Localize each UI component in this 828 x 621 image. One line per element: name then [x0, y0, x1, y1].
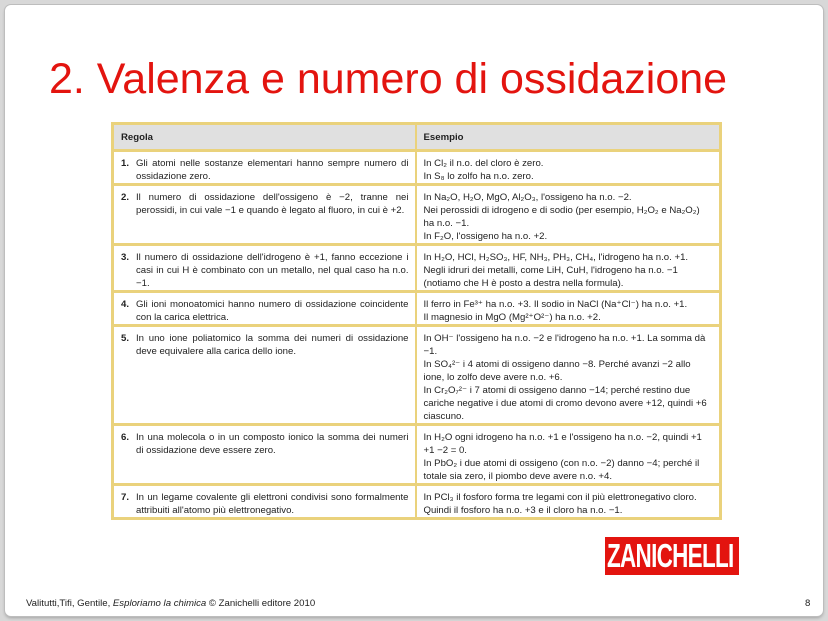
table-row	[113, 326, 721, 425]
rule-text: Il numero di ossidazione dell'ossigeno è −2, tranne nei perossidi, in cui vale −1 e quando è legato al fluoro, in cui è +2.	[136, 192, 409, 216]
rule-content	[121, 491, 409, 517]
rule-number: 6.	[121, 432, 130, 443]
footer-authors: Valitutti,Tifi, Gentile,	[26, 598, 113, 609]
slide	[5, 5, 823, 616]
example-line: Il ferro in Fe³⁺ ha n.o. +3. Il sodio in NaCl (Na⁺Cl⁻) ha n.o. +1.	[423, 299, 688, 310]
example-line: In Cr₂O₇²⁻ i 7 atomi di ossigeno danno −14; perché restino due cariche negative i due atomi di cromo devono avere +12, quindi +6 ciascuno.	[423, 385, 707, 422]
rule-cell	[113, 292, 416, 326]
rule-text: Gli ioni monoatomici hanno numero di ossidazione coincidente con la carica elettrica.	[136, 299, 409, 323]
column-header-esempio: Esempio	[416, 124, 721, 151]
table-row	[113, 151, 721, 185]
example-line: In F₂O, l'ossigeno ha n.o. +2.	[423, 231, 548, 242]
rule-number: 3.	[121, 252, 130, 263]
example-line: In OH⁻ l'ossigeno ha n.o. −2 e l'idrogeno ha n.o. +1. La somma dà −1.	[423, 333, 706, 357]
table-row	[113, 292, 721, 326]
table-row	[113, 425, 721, 485]
table-row	[113, 245, 721, 292]
rule-content	[121, 298, 409, 324]
zanichelli-logo	[605, 537, 739, 575]
example-line: In Cl₂ il n.o. del cloro è zero.	[423, 158, 544, 169]
page-number: 8	[805, 598, 811, 609]
rule-content	[121, 191, 409, 217]
rule-content	[121, 431, 409, 457]
rule-cell	[113, 245, 416, 292]
rule-cell	[113, 151, 416, 185]
rule-content	[121, 157, 409, 183]
table-body	[113, 151, 721, 519]
example-line: In H₂O, HCl, H₂SO₃, HF, NH₃, PH₃, CH₄, l'idrogeno ha n.o. +1.	[423, 252, 689, 263]
example-line: Nei perossidi di idrogeno e di sodio (per esempio, H₂O₂ e Na₂O₂) ha n.o. −1.	[423, 205, 700, 229]
example-line: In PCl₃ il fosforo forma tre legami con il più elettronegativo cloro. Quindi il fosforo ha n.o. +3 e il cloro ha n.o. −1.	[423, 492, 697, 516]
example-cell	[416, 185, 721, 245]
example-line: In H₂O ogni idrogeno ha n.o. +1 e l'ossigeno ha n.o. −2, quindi +1 +1 −2 = 0.	[423, 432, 702, 456]
example-line: Negli idruri dei metalli, come LiH, CuH, l'idrogeno ha n.o. −1 (notiamo che H è posto a destra nella formula).	[423, 265, 678, 289]
rule-number: 1.	[121, 158, 130, 169]
example-cell	[416, 292, 721, 326]
rule-cell	[113, 185, 416, 245]
example-line: In S₈ lo zolfo ha n.o. zero.	[423, 171, 534, 182]
logo-text: ZANICHELLI	[607, 537, 734, 574]
example-cell	[416, 425, 721, 485]
rule-text: In una molecola o in un composto ionico la somma dei numeri di ossidazione deve essere zero.	[136, 432, 409, 456]
table-row	[113, 485, 721, 519]
rule-cell	[113, 326, 416, 425]
rule-text: Gli atomi nelle sostanze elementari hanno sempre numero di ossidazione zero.	[136, 158, 409, 182]
column-header-regola: Regola	[113, 124, 416, 151]
rule-number: 7.	[121, 492, 130, 503]
footer-copyright: © Zanichelli editore 2010	[206, 598, 316, 609]
example-cell	[416, 245, 721, 292]
table-row	[113, 185, 721, 245]
footer-citation	[26, 598, 315, 609]
example-cell	[416, 485, 721, 519]
rule-number: 5.	[121, 333, 130, 344]
oxidation-rules-table	[111, 122, 722, 520]
footer-book-title: Esploriamo la chimica	[112, 598, 207, 609]
rule-content	[121, 332, 409, 358]
rule-text: In un legame covalente gli elettroni condivisi sono formalmente attribuiti all'atomo più elettronegativo.	[136, 492, 409, 516]
example-line: In Na₂O, H₂O, MgO, Al₂O₃, l'ossigeno ha n.o. −2.	[423, 192, 632, 203]
rule-text: In uno ione poliatomico la somma dei numeri di ossidazione deve equivalere alla carica dello ione.	[136, 333, 409, 357]
example-cell	[416, 326, 721, 425]
rule-text: Il numero di ossidazione dell'idrogeno è +1, fanno eccezione i casi in cui H è combinato con un metallo, nel qual caso ha n.o. −1.	[136, 252, 409, 289]
slide-title: 2. Valenza e numero di ossidazione	[49, 55, 728, 103]
example-line: In SO₄²⁻ i 4 atomi di ossigeno danno −8. Perché avanzi −2 allo ione, lo zolfo deve avere n.o. +6.	[423, 359, 691, 383]
rule-number: 2.	[121, 192, 130, 203]
rule-content	[121, 251, 409, 290]
example-cell	[416, 151, 721, 185]
rule-cell	[113, 425, 416, 485]
example-line: Il magnesio in MgO (Mg²⁺O²⁻) ha n.o. +2.	[423, 312, 601, 323]
table-header-row	[113, 124, 721, 151]
rule-cell	[113, 485, 416, 519]
rule-number: 4.	[121, 299, 130, 310]
example-line: In PbO₂ i due atomi di ossigeno (con n.o. −2) danno −4; perché il totale sia zero, il piombo deve avere n.o. +4.	[423, 458, 700, 482]
